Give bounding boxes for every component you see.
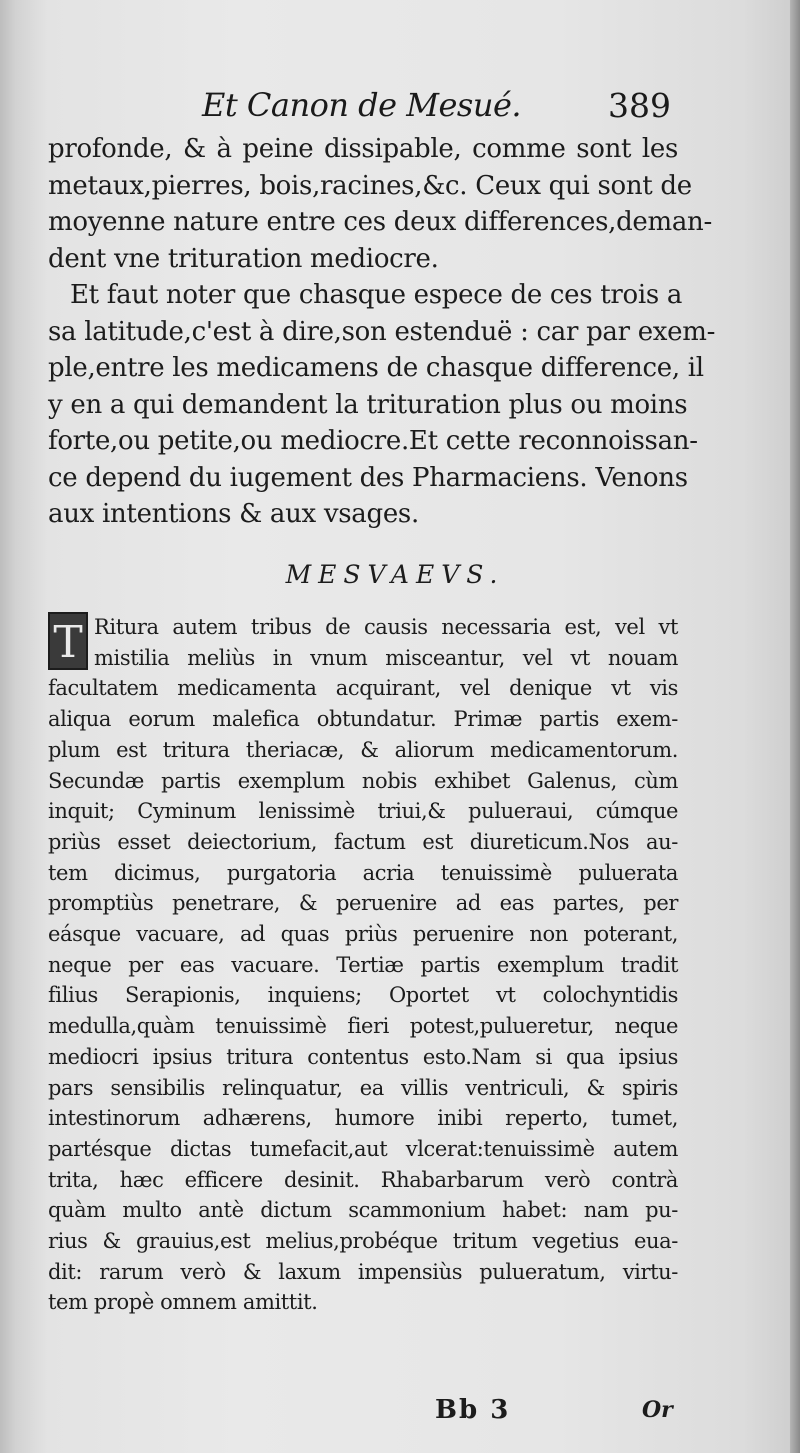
text-line: Ritura autem tribus de causis necessaria est, vel vt [94, 615, 678, 639]
text-line: tem dicimus, purgatoria acria tenuissimè puluerata [48, 860, 678, 885]
text-line: forte,ou petite,ou mediocre.Et cette reconnoissan- [48, 426, 698, 456]
text-line: quàm multo antè dictum scammonium habet: nam pu- [48, 1198, 678, 1223]
text-line: tem propè omnem amittit. [48, 1290, 318, 1315]
page-footer [0, 1395, 790, 1435]
text-line: filius Serapionis, inquiens; Oportet vt colochyntidis [48, 983, 678, 1008]
signature-mark: Bb 3 [435, 1395, 511, 1425]
latin-paragraph [48, 612, 678, 1318]
text-line: mediocri ipsius tritura contentus esto.Nam si qua ipsius [48, 1044, 678, 1069]
text-line: profonde, & à peine dissipable, comme sont les [48, 134, 678, 164]
text-line: partésque dictas tumefacit,aut vlcerat:tenuissimè autem [48, 1136, 678, 1161]
text-line: inquit; Cyminum lenissimè triui,& pulueraui, cúmque [48, 799, 678, 824]
running-title: Et Canon de Mesué. [202, 86, 522, 124]
text-line: mistilia meliùs in vnum misceantur, vel vt nouam [94, 645, 678, 670]
text-line: y en a qui demandent la trituration plus ou moins [48, 389, 688, 420]
text-line: aux intentions & aux vsages. [48, 499, 419, 529]
running-head [0, 86, 790, 136]
text-line: plum est tritura theriacæ, & aliorum medicamentorum. [48, 737, 678, 762]
text-line: moyenne nature entre ces deux differences,deman- [48, 207, 712, 237]
text-line: aliqua eorum malefica obtundatur. Primæ partis exem- [48, 707, 678, 732]
text-line: dit: rarum verò & laxum impensiùs pulueratum, virtu- [48, 1259, 678, 1284]
text-line: medulla,quàm tenuissimè fieri potest,pulueretur, neque [48, 1014, 678, 1039]
section-heading: MESVAEVS. [285, 560, 505, 589]
text-line: priùs esset deiectorium, factum est diureticum.Nos au- [48, 829, 678, 854]
text-line: Et faut noter que chasque espece de ces trois a [70, 280, 683, 310]
text-line: metaux,pierres, bois,racines,&c. Ceux qui sont de [48, 170, 692, 201]
text-line: dent vne trituration mediocre. [48, 243, 439, 274]
page-number: 389 [608, 86, 671, 125]
text-line: eásque vacuare, ad quas priùs peruenire non poterant, [48, 922, 678, 947]
drop-cap-initial: T [48, 612, 88, 670]
page-edge-shadow [790, 0, 800, 1453]
text-line: sa latitude,c'est à dire,son estenduë : car par exem- [48, 316, 716, 347]
catchword: Or [642, 1397, 673, 1423]
text-line: ple,entre les medicamens de chasque difference, il [48, 353, 704, 383]
text-line: promptiùs penetrare, & peruenire ad eas partes, per [48, 891, 678, 916]
text-line: pars sensibilis relinquatur, ea villis ventriculi, & spiris [48, 1075, 678, 1100]
text-line: Secundæ partis exemplum nobis exhibet Galenus, cùm [48, 768, 678, 793]
text-line: ce depend du iugement des Pharmaciens. Venons [48, 462, 688, 493]
text-line: intestinorum adhærens, humore inibi reperto, tumet, [48, 1106, 678, 1131]
text-line: facultatem medicamenta acquirant, vel denique vt vis [48, 676, 678, 701]
french-paragraphs [48, 131, 716, 533]
text-line: rius & grauius,est melius,probéque tritum vegetius eua- [48, 1229, 678, 1254]
text-line: neque per eas vacuare. Tertiæ partis exemplum tradit [48, 952, 678, 977]
text-line: trita, hæc efficere desinit. Rhabarbarum verò contrà [48, 1167, 678, 1192]
